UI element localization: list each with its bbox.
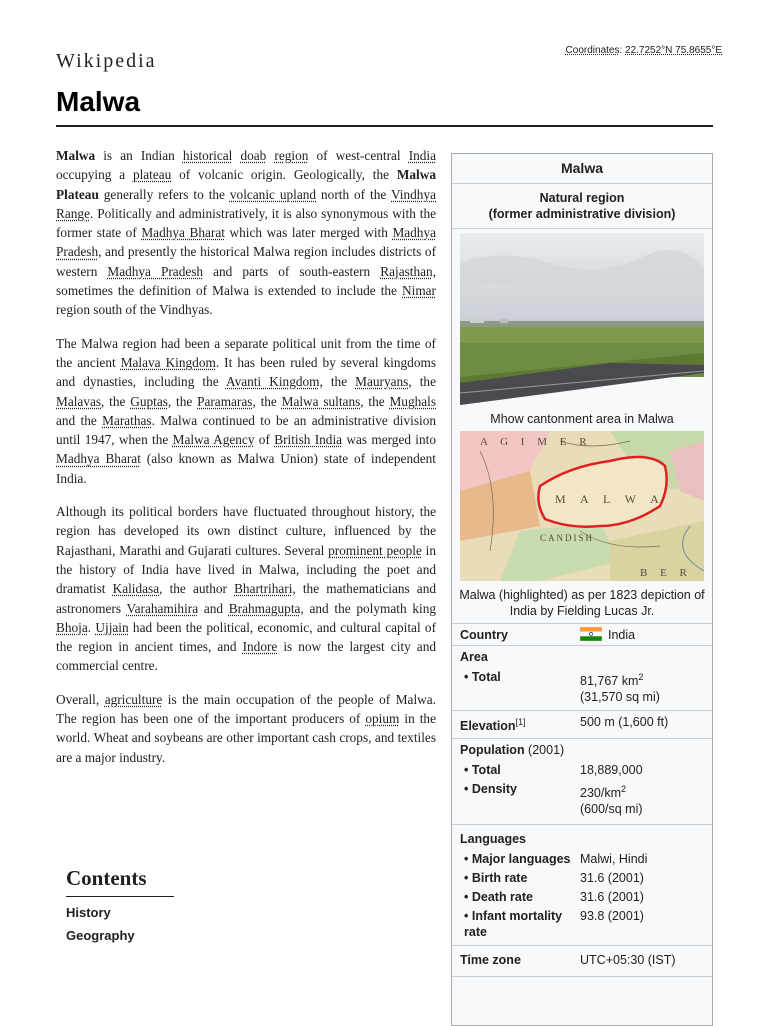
link-brahmagupta[interactable]: Brahmagupta [228,600,301,616]
row-area-total [452,667,712,706]
map-label-candish: CANDISH [540,533,595,543]
photo-caption: Mhow cantonment area in Malwa [490,412,674,426]
density-value: $230/km^2$ (600/sq mi) [580,784,643,817]
link-madhya-bharat[interactable]: Madhya Bharat [56,451,141,467]
density-label: • Density [464,782,518,797]
country-link[interactable]: India [608,628,636,642]
area-heading: Area [452,645,712,667]
link-madhya-bharat[interactable]: Madhya Bharat [141,225,225,241]
link-madhya-pradesh[interactable]: Madhya Pradesh [107,263,204,279]
link-bhoja[interactable]: Bhoja [56,619,88,635]
table-of-contents [66,866,176,943]
birth-rate-value: 31.6 (2001) [580,871,644,886]
row-time-zone [452,945,712,970]
infobox-title: Malwa [452,154,712,184]
link-madhya-pradesh[interactable]: Madhya Pradesh [56,225,437,260]
toc-item-history[interactable]: History [66,905,111,920]
link-malwa-agency[interactable]: Malwa Agency [172,432,255,448]
row-birth-rate [452,868,712,887]
major-languages-value: Malwi, Hindi [580,852,648,867]
map-caption: Malwa (highlighted) as per 1823 depiction of India by Fielding Lucas Jr. [459,588,705,618]
link-malava-kingdom[interactable]: Malava Kingdom [120,354,216,370]
landscape-photo[interactable] [460,233,704,408]
death-rate-value: 31.6 (2001) [580,890,644,905]
link-mughals[interactable]: Mughals [389,393,437,409]
link-varahamihira[interactable]: Varahamihira [126,600,199,616]
row-major-languages [452,849,712,868]
link-guptas[interactable]: Guptas [130,393,168,409]
link-doab[interactable]: doab [240,148,267,163]
languages-heading: Languages [452,824,712,849]
link-region[interactable]: region [274,148,309,163]
infobox-divider [452,976,712,977]
major-languages-label: • Major languages [464,852,571,867]
link-british-india[interactable]: British India [274,432,343,448]
paragraph-3: Although its political borders have fluctuated throughout history, the region has developed its own distinct culture, influenced by the Rajasthani, Marathi and Gujarati cultures. Several prominent people in the history of India have lived in Malwa, including the poet and dramatist Kalidasa, the author Bhartrihari, the mathematicians and astronomers Varahamihira and Brahmagupta, and the polymath king Bhoja. Ujjain had been the political, economic, and cultural capital of the region in ancient times, and Indore is now the largest city and commercial centre. [56,504,436,674]
map-label-malwa: M A L W A [555,492,665,506]
map-label-agimer: A G I M E R [480,436,592,448]
population-heading: Population (2001) [452,738,712,760]
bold-term: Malwa Plateau [56,167,436,202]
row-infant-mortality [452,906,712,941]
link-vindhya-range[interactable]: Vindhya Range [56,186,436,221]
page-title: Malwa [56,86,141,117]
link-indore[interactable]: Indore [242,639,278,655]
death-rate-label: • Death rate [464,890,533,905]
link-malwa-sultans[interactable]: Malwa sultans [281,393,361,409]
link-prominent-people[interactable]: prominent people [328,542,422,558]
bold-term: Malwa [56,148,96,163]
infobox-subtitle-line1: Natural region [539,191,625,205]
map-label-ber: B E R [640,567,692,579]
infobox [451,153,713,1026]
birth-rate-label: • Birth rate [464,871,528,886]
historical-map[interactable] [460,431,704,584]
area-total-label: • Total [464,670,501,684]
row-death-rate [452,887,712,906]
country-value [580,627,712,643]
population-total-label: • Total [464,763,501,778]
link-plateau[interactable]: plateau [132,167,172,183]
toc-item-geography[interactable]: Geography [66,928,135,943]
elevation-label: Elevation[1] [460,717,526,734]
link-india[interactable]: India [408,148,437,163]
link-volcanic-upland[interactable]: volcanic upland [229,186,317,202]
article-body [56,146,436,781]
infant-mortality-label: • Infant mortality rate [464,909,563,940]
coordinates: Coordinates: 22.7252°N 75.8655°E [565,45,722,56]
india-flag-icon [580,627,602,641]
row-elevation [452,710,712,736]
wikipedia-logo[interactable]: Wikipedia [56,50,157,72]
link-opium[interactable]: opium [365,711,400,727]
link-rajasthan[interactable]: Rajasthan [380,263,433,279]
time-zone-value: UTC+05:30 (IST) [580,953,676,968]
link-paramaras[interactable]: Paramaras [197,393,253,409]
row-population-total [452,760,712,779]
link-avanti-kingdom[interactable]: Avanti Kingdom [225,374,320,390]
link-malavas[interactable]: Malavas [56,393,102,409]
link-bhartrihari[interactable]: Bhartrihari [234,581,293,597]
area-total-value: 81,767 $km^2$ (31,570 sq mi) [580,672,660,705]
toc-title: Contents [66,866,174,897]
coordinates-link[interactable]: 22.7252°N 75.8655°E [625,45,722,56]
elevation-value: 500 m (1,600 ft) [580,715,669,730]
link-historical[interactable]: historical [182,148,233,163]
link-nimar[interactable]: Nimar [402,283,436,299]
link-ujjain[interactable]: Ujjain [95,619,129,635]
reference-link[interactable]: [1] [515,717,526,728]
population-total-value: 18,889,000 [580,763,643,778]
link-mauryans[interactable]: Mauryans [355,374,409,390]
title-divider [56,125,713,127]
row-country [452,623,712,645]
paragraph-4: Overall, agriculture is the main occupation of the people of Malwa. The region has been one of the important producers of opium in the world. Wheat and soybeans are other important cash crops, and textiles are a major industry. [56,691,436,765]
infobox-subtitle [452,184,712,229]
paragraph-2: The Malwa region had been a separate political unit from the time of the ancient Malava Kingdom. It has been ruled by several kingdoms and dynasties, including the Avanti Kingdom, the Mauryans, the Malavas, the Guptas, the Paramaras, the Malwa sultans, the Mughals and the Marathas. Malwa continued to be an administrative division until 1947, when the Malwa Agency of British India was merged into Madhya Bharat (also known as Malwa Union) state of independent India. [56,335,437,486]
link-agriculture[interactable]: agriculture [104,691,163,707]
country-label: Country [460,628,508,642]
paragraph-1: Malwa is an Indian historical doab region of west-central India occupying a plateau of volcanic origin. Geologically, the Malwa Plateau generally refers to the volcanic upland north of the Vindhya Range. Politically and administratively, it is also synonymous with the former state of Madhya Bharat which was later merged with Madhya Pradesh, and presently the historical Malwa region includes districts of western Madhya Pradesh and parts of south-eastern Rajasthan, sometimes the definition of Malwa is extended to include the Nimar region south of the Vindhyas. [56,148,437,318]
coordinates-label: Coordinates [565,45,620,56]
infant-mortality-value: 93.8 (2001) [580,909,644,924]
link-marathas[interactable]: Marathas [102,412,152,428]
link-kalidasa[interactable]: Kalidasa [112,581,160,597]
row-density [452,779,712,818]
infobox-subtitle-line2: (former administrative division) [488,207,676,221]
time-zone-label: Time zone [460,953,521,968]
